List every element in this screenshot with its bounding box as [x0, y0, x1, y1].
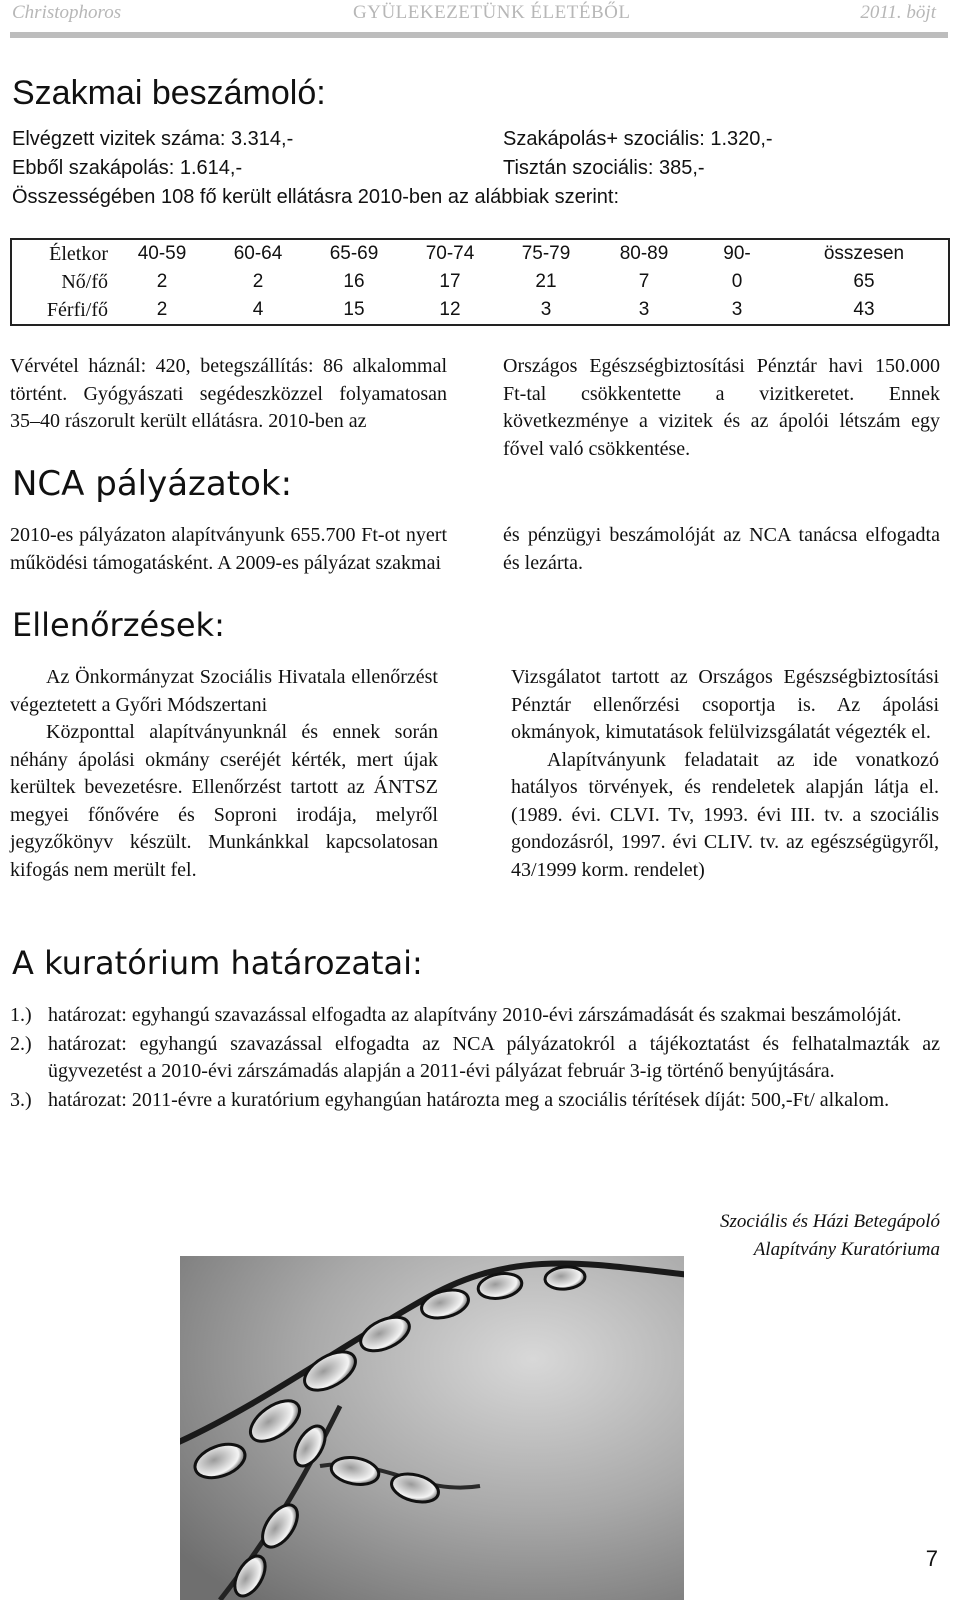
signature-block [720, 1208, 940, 1264]
catkins-illustration [180, 1256, 684, 1600]
table-cell: 65 [780, 268, 949, 296]
table-row [11, 268, 949, 296]
table-col-header: 75-79 [498, 239, 594, 268]
nursing-visits: Ebből szakápolás: 1.614,- [12, 157, 243, 179]
resolution-number: 2.) [10, 1032, 32, 1055]
report-title: Szakmai beszámoló: [12, 74, 326, 112]
checks-left-p2: Központtal alapítványunknál és ennek során néhány ápolási okmány cseréjét kérték, mert újak kerültek bevezetésre. Ellenőrzést tartott az ÁNTSZ megyei főnővére és Soproni irodája, melyről jegyzőkönyv készült. Munkánkkal kapcsolatosan kifogás nem merült fel. [10, 721, 438, 881]
table-cell: 2 [114, 296, 210, 325]
signature-line: Szociális és Házi Betegápoló [719, 1211, 940, 1232]
blood-draw-paragraph: Vérvétel háznál: 420, betegszállítás: 86 alkalommal történt. Gyógyászati segédeszközzel folyamatosan 35–40 rászorult került ellátásra. 2010-ben az [10, 355, 447, 432]
checks-right-p1: Vizsgálatot tartott az Országos Egészségbiztosítási Pénztár ellenőrzési csoportja is. Az ápolási okmányok, kimutatások felülvizsgálatát végezték el. [511, 666, 939, 743]
table-col-header: 70-74 [402, 239, 498, 268]
table-col-header: összesen [780, 239, 949, 268]
table-header-label: Életkor [11, 239, 114, 268]
table-cell: 4 [210, 296, 306, 325]
table-col-header: 80-89 [594, 239, 694, 268]
table-cell: 16 [343, 271, 365, 292]
table-col-header: 65-69 [306, 239, 402, 268]
board-heading: A kuratórium határozatai: [12, 944, 423, 982]
table-col-header: 40-59 [114, 239, 210, 268]
table-cell: 3 [498, 296, 594, 325]
table-cell: 7 [638, 271, 650, 292]
list-item [10, 1002, 940, 1030]
social-only-count: Tisztán szociális: 385,- [503, 157, 705, 179]
table-cell: 15 [306, 296, 402, 325]
list-item [10, 1031, 940, 1086]
resolution-text: határozat: egyhangú szavazással elfogadta az alapítvány 2010-évi zárszámadását és szakmai beszámolóját. [48, 1004, 902, 1026]
table-cell: 21 [535, 271, 557, 292]
table-cell: 2 [156, 271, 168, 292]
table-cell: 12 [402, 296, 498, 325]
header-divider [10, 32, 948, 38]
willow-catkins-photo [180, 1256, 684, 1600]
resolution-number: 1.) [10, 1004, 32, 1026]
page-number: 7 [925, 1546, 938, 1571]
table-col-header: 90- [694, 239, 780, 268]
table-cell: 3 [694, 296, 780, 325]
age-distribution-table [10, 238, 950, 326]
resolution-text: határozat: egyhangú szavazással elfogadta az NCA pályázatokról a tájékoztatást és felhatalmazták az ügyvezetést a 2010-évi zárszámadás alapján a 2011-évi pályázat február 3-ig történő benyújtására. [48, 1032, 940, 1082]
checks-left-column [10, 664, 438, 884]
table-cell: 3 [594, 296, 694, 325]
table-cell: 0 [731, 271, 743, 292]
page-header [10, 0, 950, 28]
row-label: Nő/fő [11, 268, 114, 296]
nca-left-paragraph: 2010-es pályázaton alapítványunk 655.700 Ft-ot nyert működési támogatásként. A 2009-es pályázat szakmai [10, 524, 447, 574]
visits-total: Elvégzett vizitek száma: 3.314,- [12, 128, 294, 150]
section-title: GYÜLEKEZETÜNK ÉLETÉBŐL [353, 2, 631, 23]
checks-right-p2: Alapítványunk feladatait az ide vonatkozó hatályos törvények, és rendeletek alapján látja el. (1989. évi. CLVI. Tv, 1993. évi III. tv. a szociális gondozásról, 1997. évi CLIV. tv. az egészségügyről, 43/1999 korm. rendelet) [511, 748, 939, 881]
list-item [10, 1087, 940, 1115]
resolutions-list [10, 1002, 940, 1115]
nca-right-paragraph: és pénzügyi beszámolóját az NCA tanácsa elfogadta és lezárta. [503, 524, 940, 574]
table-header-row [11, 239, 949, 268]
resolution-number: 3.) [10, 1088, 32, 1111]
resolution-text: határozat: 2011-évre a kuratórium egyhangúan határozta meg a szociális térítések díját: 500,-Ft/ alkalom. [48, 1088, 890, 1111]
summary-line: Összességében 108 fő került ellátásra 2010-ben az alábbiak szerint: [12, 186, 620, 208]
checks-heading: Ellenőrzések: [12, 606, 225, 644]
nursing-social-count: Szakápolás+ szociális: 1.320,- [503, 128, 773, 150]
table-cell: 43 [780, 296, 949, 325]
nca-heading: NCA pályázatok: [12, 464, 293, 504]
table-cell: 2 [252, 271, 264, 292]
table-col-header: 60-64 [210, 239, 306, 268]
signature-line: Alapítvány Kuratóriuma [753, 1239, 940, 1260]
row-label: Férfi/fő [11, 296, 114, 325]
issue-label: 2011. böjt [860, 2, 936, 23]
insurance-paragraph: Országos Egészségbiztosítási Pénztár havi 150.000 Ft-tal csökkentette a vizitkeretet. Ennek következménye a vizitek és az ápolói létszám egy fővel való csökkentése. [503, 355, 940, 460]
checks-right-column [511, 664, 939, 884]
table-cell: 17 [439, 271, 461, 292]
checks-left-p1: Az Önkormányzat Szociális Hivatala ellenőrzést végeztetett a Győri Módszertani [10, 666, 438, 716]
table-row [11, 296, 949, 325]
magazine-title: Christophoros [12, 2, 122, 23]
